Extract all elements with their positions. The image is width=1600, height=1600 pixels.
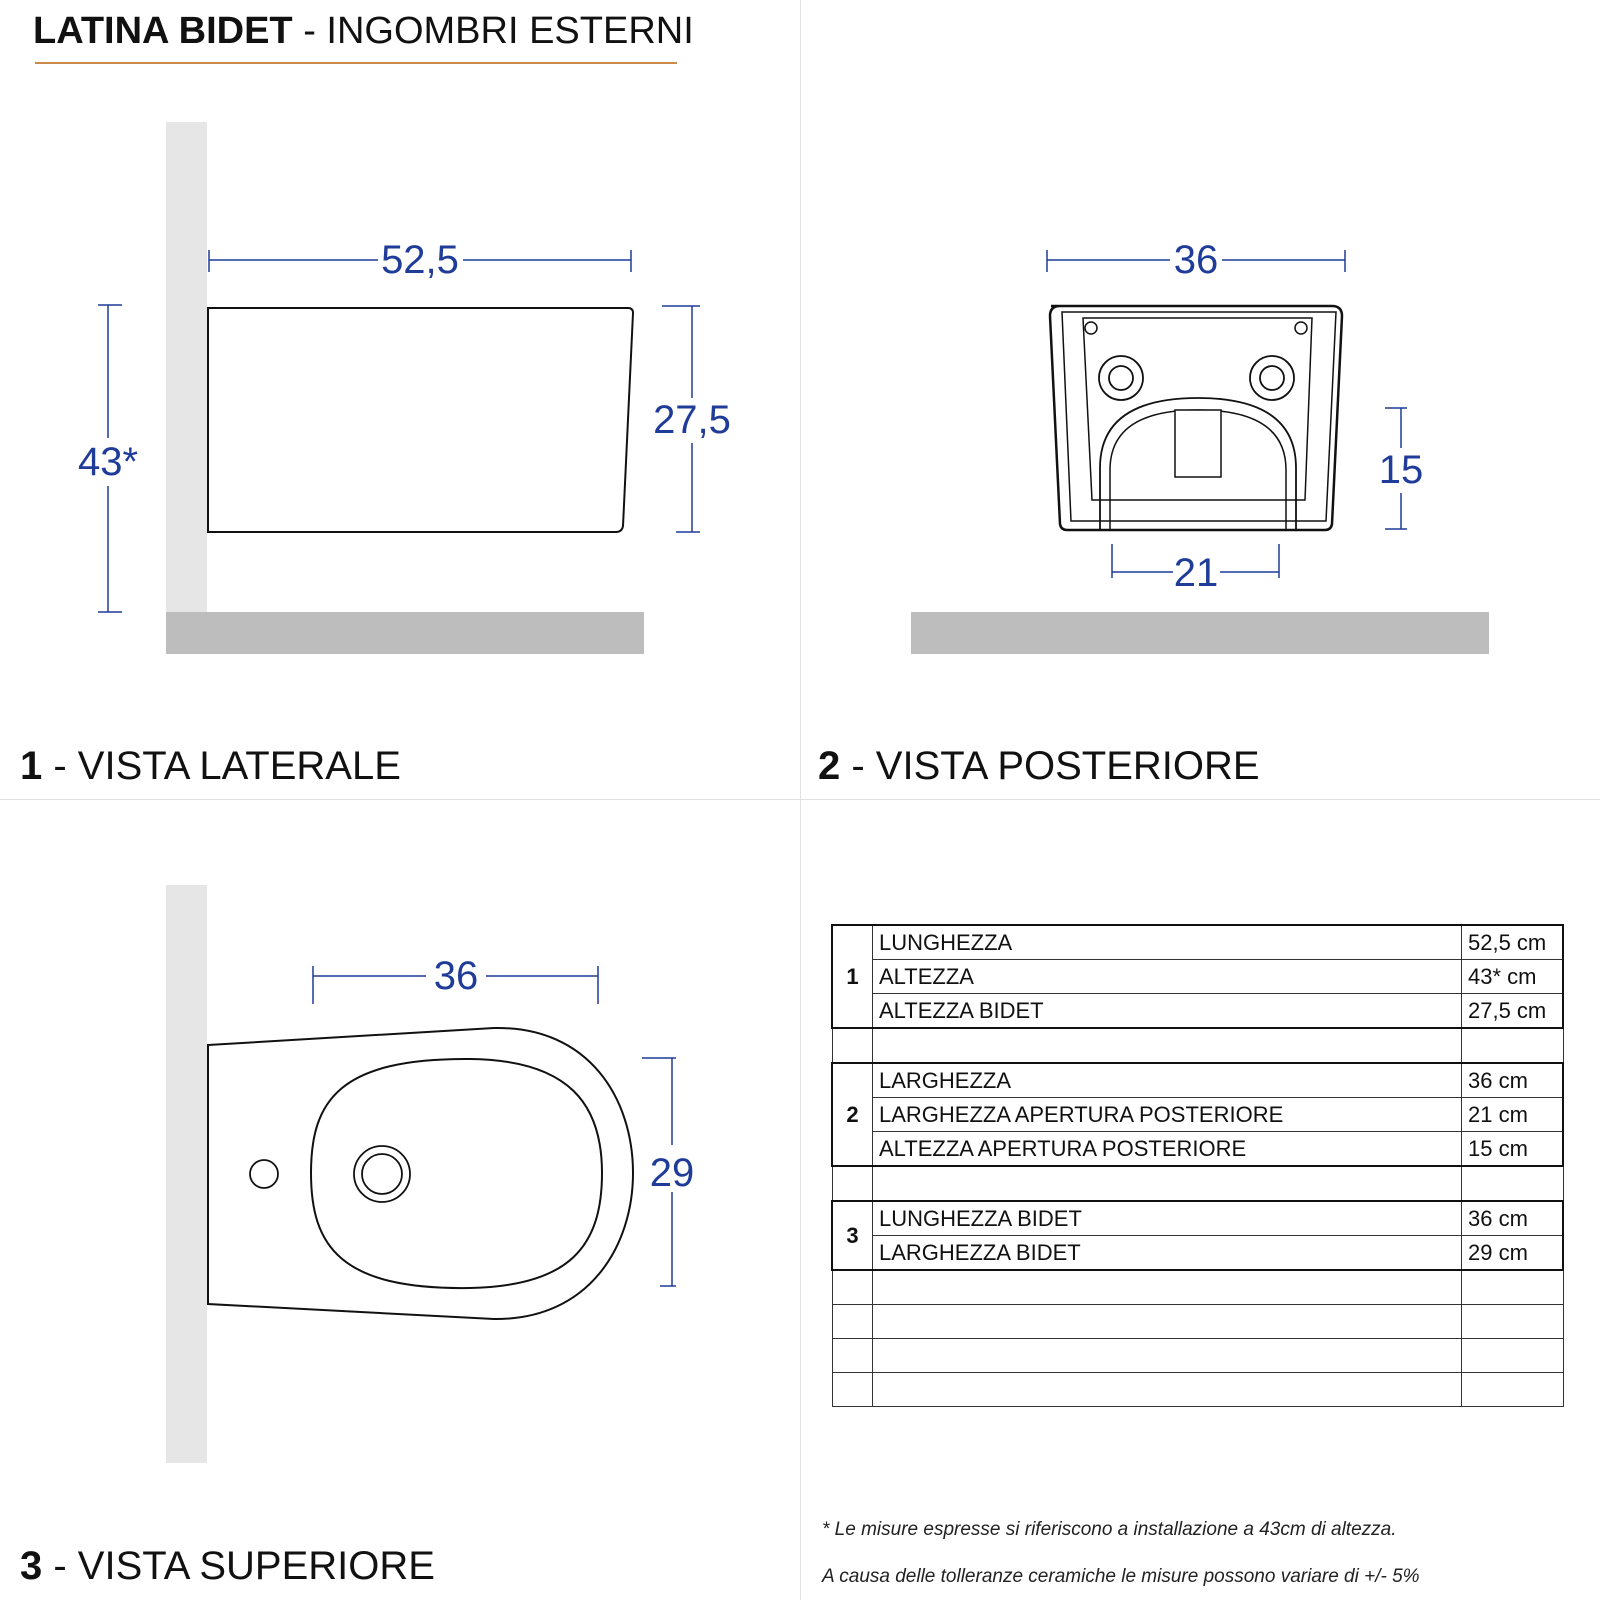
- row-label: LUNGHEZZA BIDET: [873, 1201, 1462, 1236]
- side-view-bidet-body: [208, 308, 633, 532]
- empty-row: [832, 1339, 1563, 1373]
- spec-group-1: [832, 925, 1563, 1028]
- row-label: LARGHEZZA APERTURA POSTERIORE: [873, 1098, 1462, 1132]
- page-title-bold: LATINA BIDET: [33, 10, 293, 52]
- top-view-drawing: [0, 800, 800, 1600]
- row-value: 27,5 cm: [1462, 994, 1564, 1029]
- spec-group-2: [832, 1063, 1563, 1166]
- empty-row: [832, 1373, 1563, 1407]
- view-1-text: - VISTA LATERALE: [42, 744, 401, 788]
- row-label: ALTEZZA BIDET: [873, 994, 1462, 1029]
- row-value: 36 cm: [1462, 1201, 1564, 1236]
- table-row: [832, 1201, 1563, 1236]
- row-value: 29 cm: [1462, 1236, 1564, 1271]
- view-3-text: - VISTA SUPERIORE: [42, 1544, 435, 1588]
- row-label: LARGHEZZA: [873, 1063, 1462, 1098]
- row-label: ALTEZZA: [873, 960, 1462, 994]
- group-index: 3: [832, 1201, 873, 1270]
- row-value: 52,5 cm: [1462, 925, 1564, 960]
- empty-row: [832, 1166, 1563, 1201]
- side-view-floor: [166, 612, 644, 654]
- empty-row: [832, 1305, 1563, 1339]
- view-1-number: 1: [20, 744, 43, 788]
- group-index: 1: [832, 925, 873, 1028]
- empty-row: [832, 1028, 1563, 1063]
- spec-table: [831, 924, 1564, 1407]
- top-view-bidet-outline: [208, 1028, 633, 1319]
- table-row: [832, 1063, 1563, 1098]
- side-total-height-value: 43*: [77, 440, 139, 484]
- spec-empty-rows: [832, 1270, 1563, 1407]
- rear-width-value: 36: [1173, 238, 1219, 282]
- view-1-label: [20, 744, 401, 789]
- row-value: 21 cm: [1462, 1098, 1564, 1132]
- table-row: [832, 925, 1563, 960]
- view-2-label: [818, 744, 1260, 789]
- rear-view-drawing: [800, 0, 1600, 800]
- side-length-value: 52,5: [381, 238, 459, 282]
- empty-row: [832, 1270, 1563, 1305]
- group-index: 2: [832, 1063, 873, 1166]
- view-2-text: - VISTA POSTERIORE: [840, 744, 1260, 788]
- spec-table-container: [831, 924, 1564, 1407]
- table-row: [832, 1098, 1563, 1132]
- page-title-rest: - INGOMBRI ESTERNI: [292, 10, 694, 52]
- footnote-installation: * Le misure espresse si riferiscono a installazione a 43cm di altezza.: [822, 1519, 1397, 1540]
- view-3-label: [20, 1544, 435, 1589]
- footnote-tolerance: A causa delle tolleranze ceramiche le misure possono variare di +/- 5%: [822, 1566, 1420, 1587]
- view-2-number: 2: [818, 744, 841, 788]
- table-row: [832, 1236, 1563, 1271]
- side-view-wall: [166, 122, 207, 612]
- top-width-value: 29: [649, 1151, 695, 1195]
- table-row: [832, 994, 1563, 1029]
- table-row: [832, 960, 1563, 994]
- row-value: 43* cm: [1462, 960, 1564, 994]
- rear-opening-height-value: 15: [1378, 448, 1424, 492]
- row-label: LUNGHEZZA: [873, 925, 1462, 960]
- top-view-wall: [166, 885, 207, 1463]
- rear-opening-width-value: 21: [1173, 551, 1219, 595]
- row-value: 15 cm: [1462, 1132, 1564, 1167]
- top-length-value: 36: [433, 954, 479, 998]
- side-bidet-height-value: 27,5: [653, 398, 731, 442]
- row-label: ALTEZZA APERTURA POSTERIORE: [873, 1132, 1462, 1167]
- table-row: [832, 1132, 1563, 1167]
- spec-spacer: [832, 1028, 1563, 1063]
- row-label: LARGHEZZA BIDET: [873, 1236, 1462, 1271]
- spec-group-3: [832, 1201, 1563, 1270]
- rear-view-drain-outlet: [1175, 410, 1221, 477]
- spec-spacer: [832, 1166, 1563, 1201]
- rear-view-floor: [911, 612, 1489, 654]
- side-view-drawing: [0, 0, 800, 800]
- row-value: 36 cm: [1462, 1063, 1564, 1098]
- view-3-number: 3: [20, 1544, 43, 1588]
